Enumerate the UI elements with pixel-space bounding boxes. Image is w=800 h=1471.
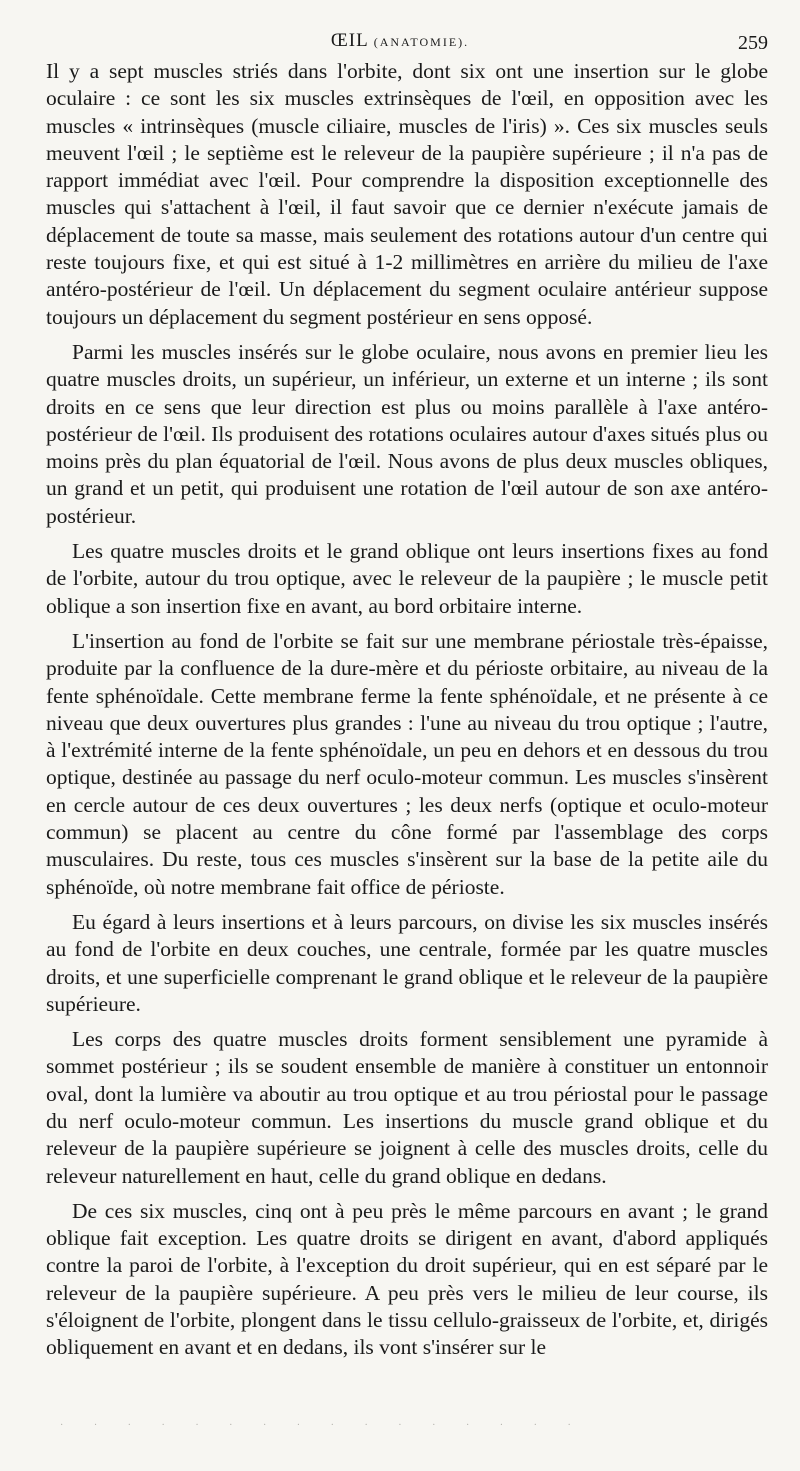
paragraph: De ces six muscles, cinq ont à peu près le même parcours en avant ; le grand oblique fait exception. Les quatre droits se dirigent en avant, d'abord appliqués contre la paroi de l'orbite, à l'exception du droit supérieur, qui en est séparé par le releveur de la paupière supérieure. A peu près vers le milieu de leur course, ils s'éloignent de l'orbite, plongent dans le tissu cellulo-graisseux de l'orbite, et, dirigés obliquement en avant et en dedans, ils vont s'insérer sur le [46, 1198, 768, 1360]
scan-specks: · · · · · · · · · · · · · · · · [60, 1420, 585, 1431]
running-head-title [0, 30, 800, 52]
body-text [46, 58, 768, 1370]
running-head-subtitle: (ANATOMIE). [373, 35, 470, 49]
paragraph: Parmi les muscles insérés sur le globe oculaire, nous avons en premier lieu les quatre muscles droits, un supérieur, un inférieur, un externe et un interne ; ils sont droits en ce sens que leur direction est plus ou moins parallèle à l'axe antéro-postérieur de l'œil. Ils produisent des rotations oculaires autour d'axes situés plus ou moins près du plan équatorial de l'œil. Nous avons de plus deux muscles obliques, un grand et un petit, qui produisent une rotation de l'œil autour de son axe antéro-postérieur. [46, 339, 768, 528]
running-head-word: ŒIL [330, 30, 368, 51]
paragraph: Il y a sept muscles striés dans l'orbite, dont six ont une insertion sur le globe oculaire : ce sont les six muscles extrinsèques de l'œil, en opposition avec les muscles « intrinsèques (muscle ciliaire, muscles de l'iris) ». Ces six muscles seuls meuvent l'œil ; le septième est le releveur de la paupière supérieure ; il n'a pas de rapport immédiat avec l'œil. Pour comprendre la disposition exceptionnelle des muscles qui s'attachent à l'œil, il faut savoir que ce dernier n'exécute jamais de déplacement de toute sa masse, mais seulement des rotations autour d'un centre qui reste toujours fixe, et qui est situé à 1-2 millimètres en arrière du milieu de l'axe antéro-postérieur de l'œil. Un déplacement du segment oculaire antérieur suppose toujours un déplacement du segment postérieur en sens opposé. [46, 59, 768, 329]
paragraph: Les corps des quatre muscles droits forment sensiblement une pyramide à sommet postérieur ; ils se soudent ensemble de manière à constituer un entonnoir oval, dont la lumière va aboutir au trou optique et au trou périostal pour le passage du nerf oculo-moteur commun. Les insertions du muscle grand oblique et du releveur de la paupière supérieure se joignent à celle des muscles droits, celle du releveur naturellement en haut, celle du grand oblique en dedans. [46, 1027, 768, 1188]
running-head [0, 30, 800, 58]
paragraph: Les quatre muscles droits et le grand oblique ont leurs insertions fixes au fond de l'orbite, autour du trou optique, avec le releveur de la paupière ; le muscle petit oblique a son insertion fixe en avant, au bord orbitaire interne. [46, 539, 768, 618]
page-number: 259 [738, 32, 768, 54]
paragraph: Eu égard à leurs insertions et à leurs parcours, on divise les six muscles insérés au fond de l'orbite en deux couches, une centrale, formée par les quatre muscles droits, et une superficielle comprenant le grand oblique et le releveur de la paupière supérieure. [46, 909, 768, 1016]
paragraph: L'insertion au fond de l'orbite se fait sur une membrane périostale très-épaisse, produite par la confluence de la dure-mère et du périoste orbitaire, au niveau de la fente sphénoïdale. Cette membrane ferme la fente sphénoïdale, et ne présente à ce niveau que deux ouvertures plus grandes : l'une au niveau du trou optique ; l'autre, à l'extrémité interne de la fente sphénoïdale, un peu en dehors et en dessous du trou optique, destinée au passage du nerf oculo-moteur commun. Les muscles s'insèrent en cercle autour de ces deux ouvertures ; les deux nerfs (optique et oculo-moteur commun) se placent au centre du cône formé par l'assemblage des corps musculaires. Du reste, tous ces muscles s'insèrent sur la base de la petite aile du sphénoïde, où notre membrane fait office de périoste. [46, 628, 768, 899]
